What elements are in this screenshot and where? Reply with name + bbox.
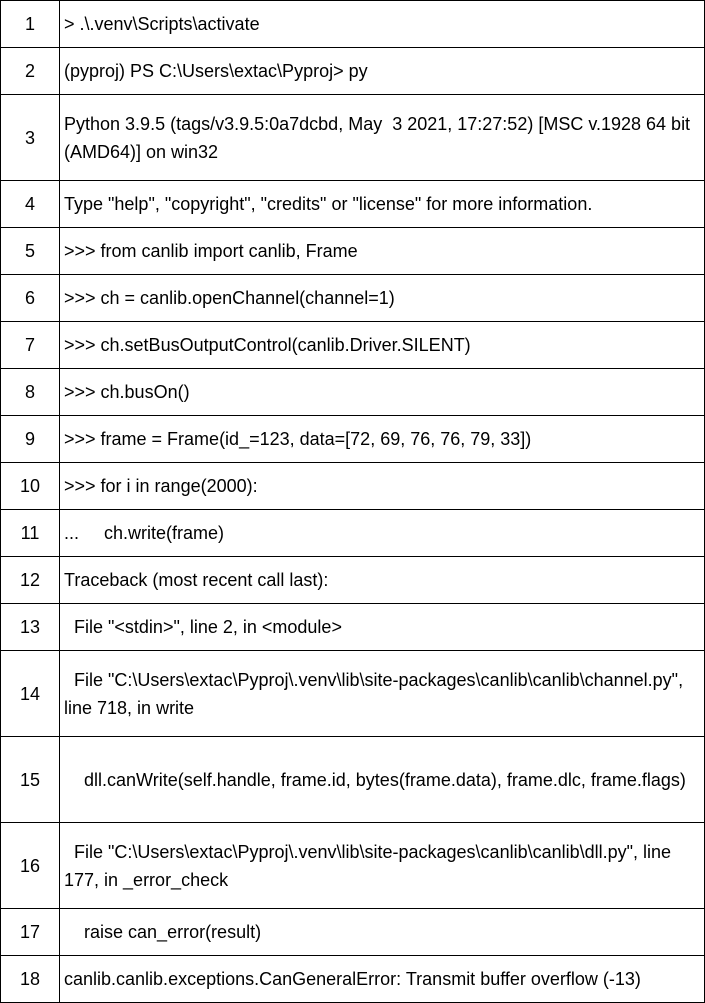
line-text: >>> from canlib import canlib, Frame	[60, 228, 705, 275]
line-number: 5	[1, 228, 60, 275]
line-text: File "C:\Users\extac\Pyproj\.venv\lib\site-packages\canlib\canlib\dll.py", line 177, in _error_check	[60, 823, 705, 909]
line-text: >>> for i in range(2000):	[60, 463, 705, 510]
table-row	[1, 956, 705, 1003]
table-row	[1, 823, 705, 909]
table-row	[1, 95, 705, 181]
table-row	[1, 416, 705, 463]
line-text: >>> ch.setBusOutputControl(canlib.Driver.SILENT)	[60, 322, 705, 369]
table-row	[1, 369, 705, 416]
line-text: >>> ch = canlib.openChannel(channel=1)	[60, 275, 705, 322]
line-number: 7	[1, 322, 60, 369]
line-text: >>> frame = Frame(id_=123, data=[72, 69, 76, 76, 79, 33])	[60, 416, 705, 463]
line-number: 4	[1, 181, 60, 228]
table-row	[1, 557, 705, 604]
line-number: 18	[1, 956, 60, 1003]
line-text: > .\.venv\Scripts\activate	[60, 1, 705, 48]
line-number: 11	[1, 510, 60, 557]
line-text: dll.canWrite(self.handle, frame.id, bytes(frame.data), frame.dlc, frame.flags)	[60, 737, 705, 823]
table-row	[1, 510, 705, 557]
table-row	[1, 322, 705, 369]
line-text: Type "help", "copyright", "credits" or "license" for more information.	[60, 181, 705, 228]
line-text: (pyproj) PS C:\Users\extac\Pyproj> py	[60, 48, 705, 95]
line-number: 10	[1, 463, 60, 510]
table-row	[1, 48, 705, 95]
table-row	[1, 228, 705, 275]
line-text: Traceback (most recent call last):	[60, 557, 705, 604]
line-number: 16	[1, 823, 60, 909]
table-row	[1, 1, 705, 48]
line-text: canlib.canlib.exceptions.CanGeneralError: Transmit buffer overflow (-13)	[60, 956, 705, 1003]
line-number: 15	[1, 737, 60, 823]
line-number: 12	[1, 557, 60, 604]
line-text: ... ch.write(frame)	[60, 510, 705, 557]
line-text: File "<stdin>", line 2, in <module>	[60, 604, 705, 651]
line-text: Python 3.9.5 (tags/v3.9.5:0a7dcbd, May 3 2021, 17:27:52) [MSC v.1928 64 bit (AMD64)] on win32	[60, 95, 705, 181]
table-row	[1, 181, 705, 228]
line-number: 9	[1, 416, 60, 463]
line-text: File "C:\Users\extac\Pyproj\.venv\lib\site-packages\canlib\canlib\channel.py", line 718, in write	[60, 651, 705, 737]
table-row	[1, 651, 705, 737]
table-row	[1, 604, 705, 651]
line-number: 14	[1, 651, 60, 737]
table-row	[1, 909, 705, 956]
line-number: 8	[1, 369, 60, 416]
table-row	[1, 275, 705, 322]
line-number: 17	[1, 909, 60, 956]
line-number: 13	[1, 604, 60, 651]
line-number: 1	[1, 1, 60, 48]
line-number: 6	[1, 275, 60, 322]
line-text: raise can_error(result)	[60, 909, 705, 956]
table-row	[1, 463, 705, 510]
line-text: >>> ch.busOn()	[60, 369, 705, 416]
table-row	[1, 737, 705, 823]
line-number: 3	[1, 95, 60, 181]
line-number: 2	[1, 48, 60, 95]
